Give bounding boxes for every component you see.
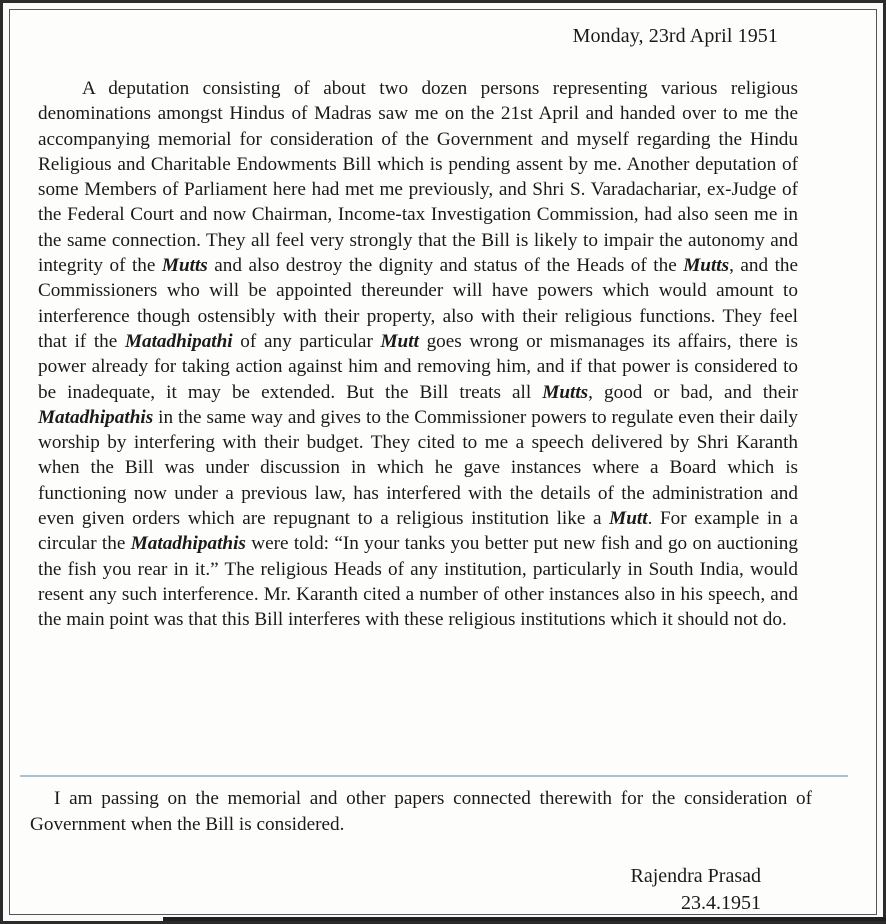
- text-span: , good or bad, and their: [588, 381, 798, 403]
- italic-term: Mutt: [380, 330, 419, 352]
- italic-term: Mutts: [683, 255, 730, 277]
- text-span: , and the Commissioners who will be appointed thereunder will have powers which would amount to interference though ostensibly with their property, also with their religious functions. They feel that if the: [38, 255, 799, 352]
- text-span: were told: “In your tanks you better put new fish and go on auctioning the fish you rear in it.” The religious Heads of any institution, particularly in South India, would resent any such interference. Mr. Karanth cited a number of other instances also in his speech, and the main point was that this Bill interferes with these religious institutions which it should not do.: [38, 533, 798, 631]
- text-span: A deputation consisting of about two dozen persons representing various religious denominations amongst Hindus of Madras saw me on the 21st April and handed over to me the accompanying memorial for consideration of the Government and myself regarding the Hindu Religious and Charitable Endowments Bill which is pending assent by me. Another deputation of some Members of Parliament here had met me previously, and Shri S. Varadachariar, ex-Judge of the Federal Court and now Chairman, Income-tax Investigation Commission, had also seen me in the same connection. They all feel very strongly that the Bill is likely to impair the autonomy and integrity of the: [38, 78, 798, 277]
- text-span: . For example in a circular the: [38, 508, 798, 555]
- text-span: in the same way and gives to the Commissioner powers to regulate even their daily worship by interfering with their budget. They cited to me a speech delivered by Shri Karanth when the Bill was under discussion in which he gave instances where a Board which is functioning now under a previous law, has interfered with the details of the administration and even given orders which are repugnant to a religious institution like a: [38, 406, 798, 530]
- italic-term: Matadhipathi: [124, 330, 233, 352]
- section-divider: [20, 775, 848, 777]
- italic-term: Matadhipathis: [130, 533, 246, 555]
- italic-term: Matadhipathis: [38, 406, 154, 428]
- italic-term: Mutts: [161, 255, 208, 277]
- main-paragraph: [38, 76, 798, 633]
- document-page: [9, 9, 877, 915]
- italic-term: Mutt: [609, 508, 648, 530]
- italic-term: Mutts: [542, 381, 589, 403]
- signature-date: 23.4.1951: [681, 892, 761, 914]
- bottom-edge-strip: [163, 917, 886, 921]
- text-span: and also destroy the dignity and status of the Heads of the: [207, 255, 684, 277]
- text-span: goes wrong or mismanages its affairs, there is power already for taking action against him and removing him, and if that power is considered to be inadequate, it may be extended. But the Bill treats all: [38, 330, 798, 403]
- letter-date: Monday, 23rd April 1951: [572, 25, 778, 47]
- signature-name: Rajendra Prasad: [630, 865, 761, 887]
- text-span: of any particular: [232, 330, 381, 352]
- closing-paragraph: I am passing on the memorial and other papers connected therewith for the consideration of Government when the Bill is considered.: [30, 788, 812, 835]
